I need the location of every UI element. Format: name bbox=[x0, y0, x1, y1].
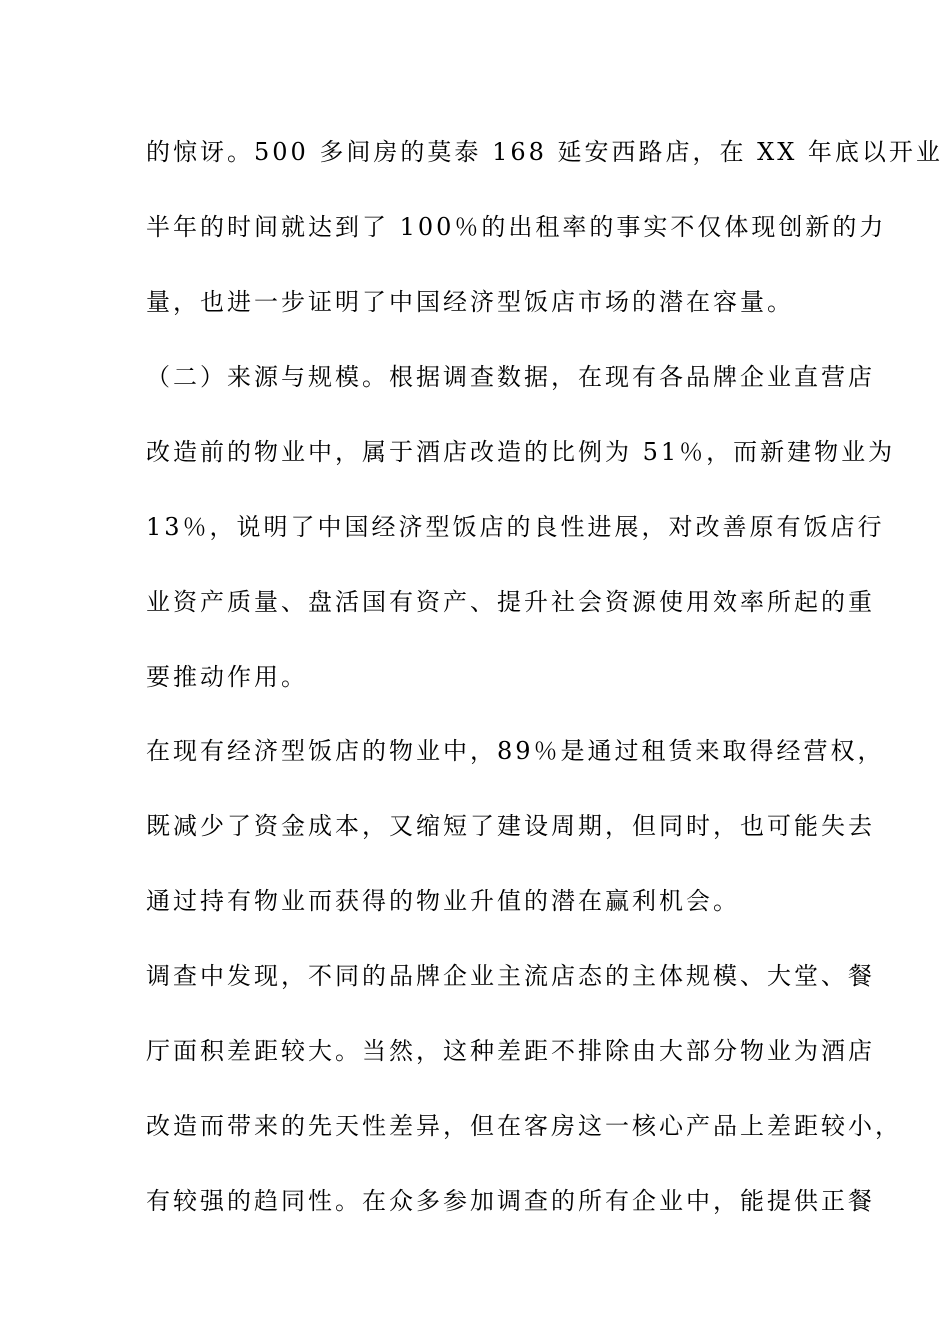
text-line: 厅面积差距较大。当然，这种差距不排除由大部分物业为酒店 bbox=[146, 1037, 875, 1065]
text-line: 既减少了资金成本，又缩短了建设周期，但同时，也可能失去 bbox=[146, 812, 875, 840]
text-line: 业资产质量、盘活国有资产、提升社会资源使用效率所起的重 bbox=[146, 588, 875, 616]
text-line: 调查中发现，不同的品牌企业主流店态的主体规模、大堂、餐 bbox=[146, 962, 875, 990]
text-line: 半年的时间就达到了 100％的出租率的事实不仅体现创新的力 bbox=[146, 213, 887, 241]
text-line: 量，也进一步证明了中国经济型饭店市场的潜在容量。 bbox=[146, 288, 794, 316]
text-line: 要推动作用。 bbox=[146, 663, 308, 691]
text-line: 改造而带来的先天性差异，但在客房这一核心产品上差距较小， bbox=[146, 1112, 902, 1140]
text-line: 13％，说明了中国经济型饭店的良性进展，对改善原有饭店行 bbox=[146, 513, 885, 541]
text-line: 的惊讶。500 多间房的莫泰 168 延安西路店，在 XX 年底以开业 bbox=[146, 138, 943, 166]
text-line: 通过持有物业而获得的物业升值的潜在赢利机会。 bbox=[146, 887, 740, 915]
text-line: （二）来源与规模。根据调查数据，在现有各品牌企业直营店 bbox=[146, 363, 875, 391]
text-line: 改造前的物业中，属于酒店改造的比例为 51％，而新建物业为 bbox=[146, 438, 896, 466]
text-line: 在现有经济型饭店的物业中，89％是通过租赁来取得经营权， bbox=[146, 737, 885, 765]
text-line: 有较强的趋同性。在众多参加调查的所有企业中，能提供正餐 bbox=[146, 1187, 875, 1215]
